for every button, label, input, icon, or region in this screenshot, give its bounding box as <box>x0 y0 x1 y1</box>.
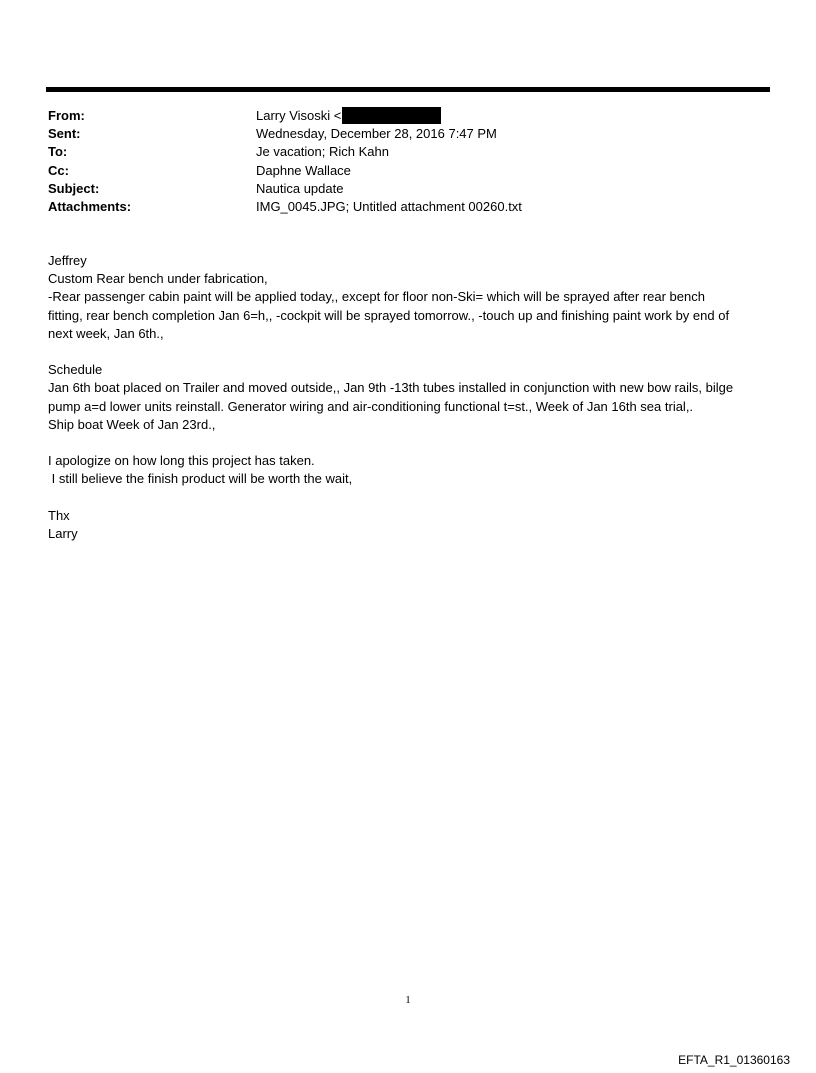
paragraph-gap <box>48 434 778 452</box>
paragraph-gap <box>48 489 778 507</box>
from-label: From: <box>48 108 85 123</box>
attachments-row <box>48 198 768 216</box>
signature: Larry <box>48 526 78 541</box>
body-line: Custom Rear bench under fabrication, <box>48 271 268 287</box>
page-number: 1 <box>405 994 411 1006</box>
sent-row <box>48 125 768 143</box>
to-value: Je vacation; Rich Kahn <box>256 144 389 160</box>
cc-row <box>48 162 768 180</box>
schedule-heading: Schedule <box>48 362 103 378</box>
sent-value: Wednesday, December 28, 2016 7:47 PM <box>256 126 497 142</box>
header-divider <box>46 87 770 92</box>
schedule-line: pump a=d lower units reinstall. Generator wiring and air-conditioning functional t=st., Week of Jan 16th sea trial,. <box>48 398 694 414</box>
apology-line: I apologize on how long this project has taken. <box>48 453 315 469</box>
body-line: next week, Jan 6th., <box>48 325 164 341</box>
bates-number: EFTA_R1_01360163 <box>678 1053 790 1067</box>
schedule-line: Jan 6th boat placed on Trailer and moved outside,, Jan 9th -13th tubes installed in conjunction with new bow rails, bilge <box>48 380 734 396</box>
email-body <box>48 252 778 543</box>
sent-label: Sent: <box>48 126 81 142</box>
redaction-box <box>342 107 441 124</box>
to-label: To: <box>48 144 68 160</box>
paragraph-gap <box>48 343 778 361</box>
from-row <box>48 107 768 125</box>
from-value <box>256 107 768 125</box>
attachments-label: Attachments: <box>48 198 132 214</box>
subject-row <box>48 180 768 198</box>
subject-label: Subject: <box>48 180 100 196</box>
cc-value: Daphne Wallace <box>256 162 351 178</box>
cc-label: Cc: <box>48 162 69 178</box>
attachments-value: IMG_0045.JPG; Untitled attachment 00260.txt <box>256 198 522 214</box>
apology-line: I still believe the finish product will be worth the wait, <box>48 471 353 487</box>
body-line: -Rear passenger cabin paint will be applied today,, except for floor non-Ski= which will be sprayed after rear bench <box>48 289 705 305</box>
signoff: Thx <box>48 507 70 523</box>
schedule-line: Ship boat Week of Jan 23rd., <box>48 416 216 432</box>
subject-value: Nautica update <box>256 180 344 196</box>
from-sender: Larry Visoski < <box>256 108 342 123</box>
body-line: fitting, rear bench completion Jan 6=h,, -cockpit will be sprayed tomorrow., -touch up and finishing paint work by end of <box>48 307 730 323</box>
greeting: Jeffrey <box>48 253 87 268</box>
to-row <box>48 143 768 161</box>
email-header <box>48 107 768 216</box>
